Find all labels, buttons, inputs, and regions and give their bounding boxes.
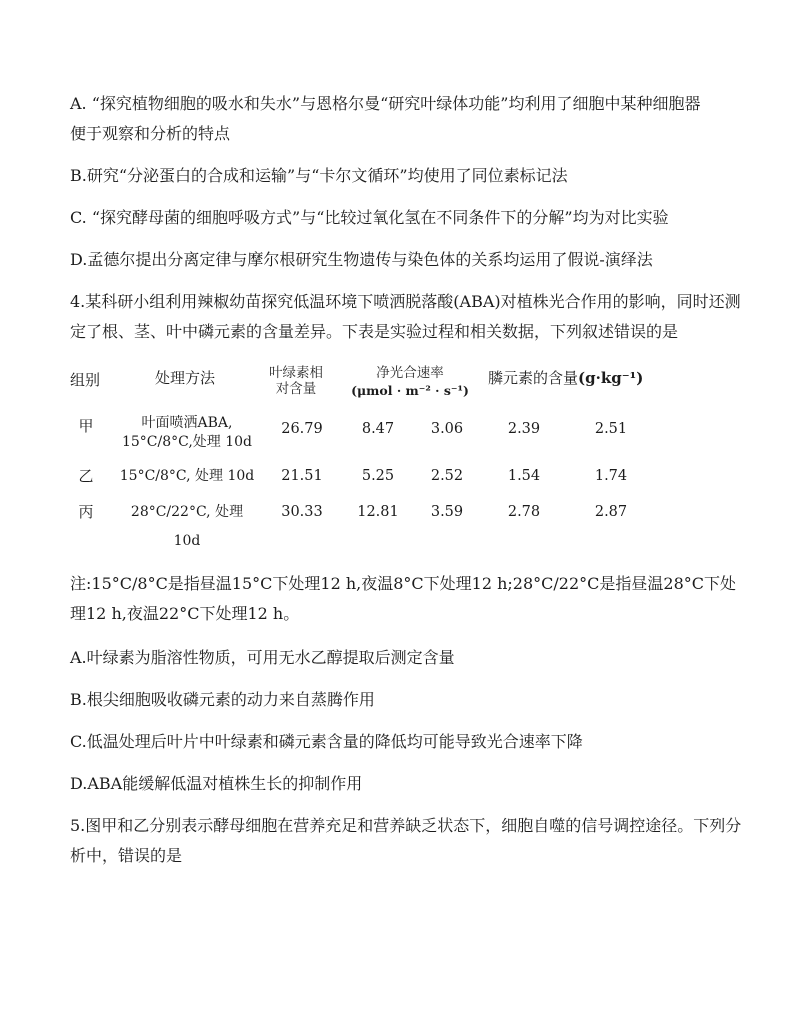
table-row-group-label: 丙 [78,503,94,521]
table-header-net-photosynthesis: 净光合速率 [376,365,444,381]
question-4-stem [70,287,770,347]
table-header-phosphorus [488,368,688,388]
question-4-option-d [70,769,770,799]
table-cell-value: 30.33 [281,504,323,520]
table-cell-value: 2.78 [507,504,541,520]
question-4-option-a [70,643,770,673]
stem-text-line: 4.某科研小组利用辣椒幼苗探究低温环境下喷洒脱落酸(ABA)对植株光合作用的影响，同时还测 [70,292,741,311]
table-note [70,569,770,629]
table-cell-value: 3.59 [430,504,464,520]
question-3-option-b [70,161,770,191]
question-3-option-d [70,245,770,275]
note-text-line: 注:15°C/8°C是指昼温15°C下处理12 h,夜温8°C下处理12 h;28°C/22°C是指昼温28°C下处 [70,574,737,593]
stem-text-line: 定了根、茎、叶中磷元素的含量差异。下表是实验过程和相关数据，下列叙述错误的是 [70,322,679,341]
option-text-line: C. “探究酵母菌的细胞呼吸方式”与“比较过氧化氢在不同条件下的分解”均为对比实验 [70,208,669,227]
table-header-phosphorus-label: 膦元素的含量 [488,369,579,387]
option-text-line: D.ABA能缓解低温对植株生长的抑制作用 [70,774,363,793]
table-cell-value: 2.52 [430,468,464,484]
table-cell-value: 26.79 [281,421,323,437]
option-text-line: C.低温处理后叶片中叶绿素和磷元素含量的降低均可能导致光合速率下降 [70,732,583,751]
option-text-line: A. “探究植物细胞的吸水和失水”与恩格尔曼“研究叶绿体功能”均利用了细胞中某种细胞器 [70,94,701,113]
table-header-method: 处理方法 [154,369,215,387]
table-cell-value: 12.81 [357,504,399,520]
table-cell-value: 5.25 [361,468,395,484]
option-text-line: B.研究“分泌蛋白的合成和运输”与“卡尔文循环”均使用了同位素标记法 [70,166,568,185]
table-cell-value: 1.74 [594,468,628,484]
question-4-option-c [70,727,770,757]
question-3-option-c [70,203,770,233]
table-header-net-photosynthesis-unit: (μmol · m⁻² · s⁻¹) [351,383,469,398]
table-cell-value: 8.47 [361,421,395,437]
table-cell-value: 1.54 [507,468,541,484]
table-row-group-label: 乙 [78,467,94,485]
table-header-phosphorus-unit: (g·kg⁻¹) [578,369,644,387]
question-5-stem [70,811,770,871]
table-header-group: 组别 [70,371,101,389]
table-row-method: 28°C/22°C, 处理 [130,504,244,520]
option-text-line: D.孟德尔提出分离定律与摩尔根研究生物遗传与染色体的关系均运用了假说-演绎法 [70,250,653,269]
table-row-group-label: 甲 [78,417,94,435]
option-text-line: A.叶绿素为脂溶性物质，可用无水乙醇提取后测定含量 [70,648,455,667]
option-text-line: B.根尖细胞吸收磷元素的动力来自蒸腾作用 [70,690,375,709]
option-text-line: 便于观察和分析的特点 [70,124,231,143]
experiment-data-table [0,359,794,569]
table-row-method: 15°C/8°C,处理 10d [121,434,253,450]
question-3-option-a [70,89,770,149]
table-header-chlorophyll: 叶绿素相 [269,365,323,381]
table-row-method: 10d [173,533,201,549]
table-cell-value: 21.51 [281,468,323,484]
table-header-chlorophyll: 对含量 [275,381,317,397]
note-text-line: 理12 h,夜温22°C下处理12 h。 [70,604,300,623]
table-cell-value: 2.39 [507,421,541,437]
stem-text-line: 析中，错误的是 [70,846,183,865]
table-cell-value: 3.06 [430,421,464,437]
stem-text-line: 5.图甲和乙分别表示酵母细胞在营养充足和营养缺乏状态下，细胞自噬的信号调控途径。下列分 [70,816,742,835]
table-row-method: 叶面喷洒ABA, [141,415,233,431]
table-row-method: 15°C/8°C, 处理 10d [119,468,255,484]
question-4-option-b [70,685,770,715]
table-cell-value: 2.87 [594,504,628,520]
table-cell-value: 2.51 [594,421,628,437]
